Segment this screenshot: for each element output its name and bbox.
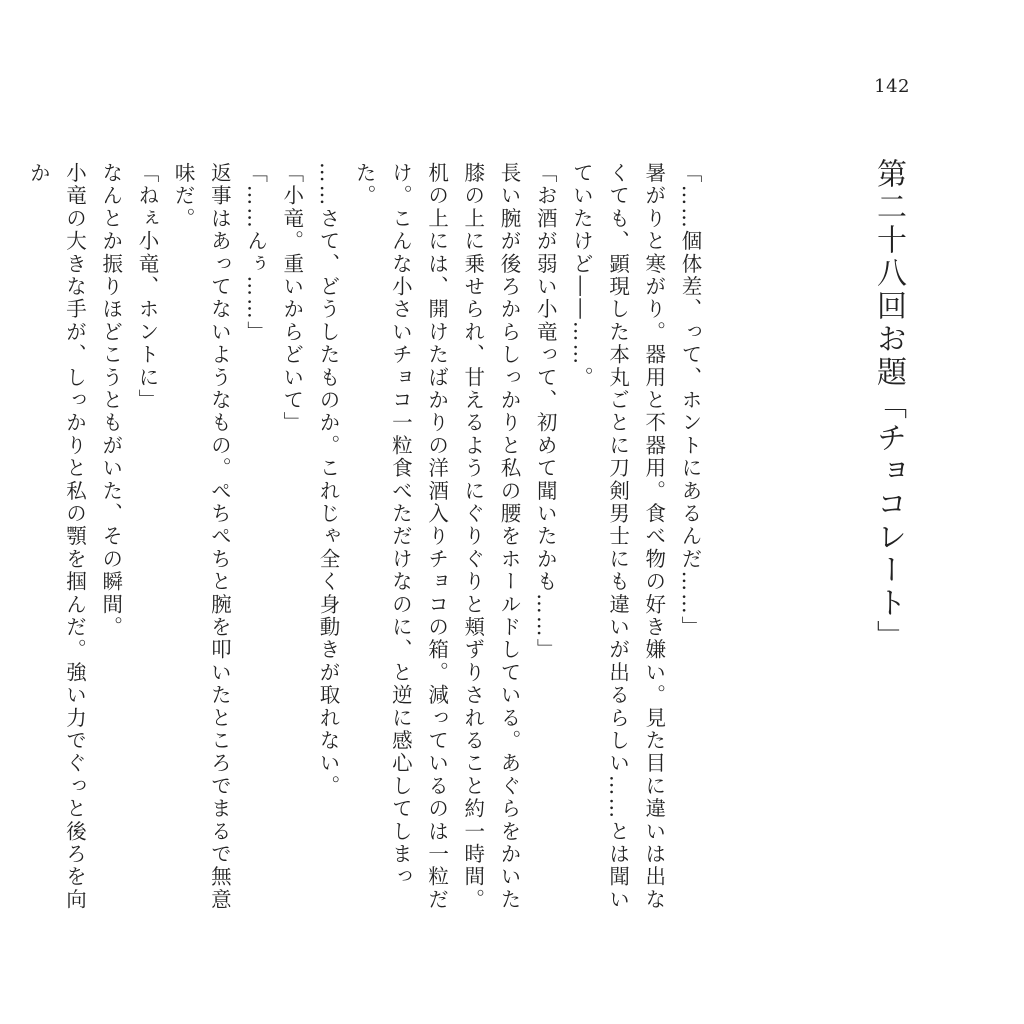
paragraph-8: 「……んぅ……」: [243, 162, 268, 344]
paragraph-6: ……さて、どうしたものか。これじゃ全く身動きが取れない。: [315, 162, 340, 798]
paragraph-10: 「ねぇ小竜、ホントに」: [134, 162, 159, 412]
paragraph-11: なんとか振りほどこうともがいた、その瞬間。: [98, 162, 123, 639]
paragraph-9: 返事はあってないようなもの。ぺちぺちと腕を叩いたところでまるで無意味だ。: [171, 162, 232, 912]
paragraph-5: 机の上には、開けたばかりの洋酒入りチョコの箱。減っているのは一粒だけ。こんな小さいチョコ一粒食べただけなのに、と逆に感心してしまった。: [352, 162, 449, 912]
paragraph-2: 暑がりと寒がり。器用と不器用。食べ物の好き嫌い。見た目に違いは出なくても、顕現した本丸ごとに刀剣男士にも違いが出るらしい……とは聞いていたけど――……。: [569, 162, 666, 912]
page-number: 142: [874, 76, 910, 97]
paragraph-7: 「小竜。重いからどいて」: [279, 162, 304, 435]
paragraph-12: 小竜の大きな手が、しっかりと私の顎を掴んだ。強い力でぐっと後ろを向か: [26, 162, 87, 912]
paragraph-4: 長い腕が後ろからしっかりと私の腰をホールドしている。あぐらをかいた膝の上に乗せられ、甘えるようにぐりぐりと頬ずりされること約一時間。: [460, 162, 521, 912]
paragraph-1: 「……個体差、って、ホントにあるんだ……」: [678, 162, 702, 639]
body-text: [20, 162, 708, 922]
paragraph-3: 「お酒が弱い小竜って、初めて聞いたかも……」: [533, 162, 558, 662]
chapter-title: 第二十八回お題「チョコレート」: [871, 158, 906, 653]
